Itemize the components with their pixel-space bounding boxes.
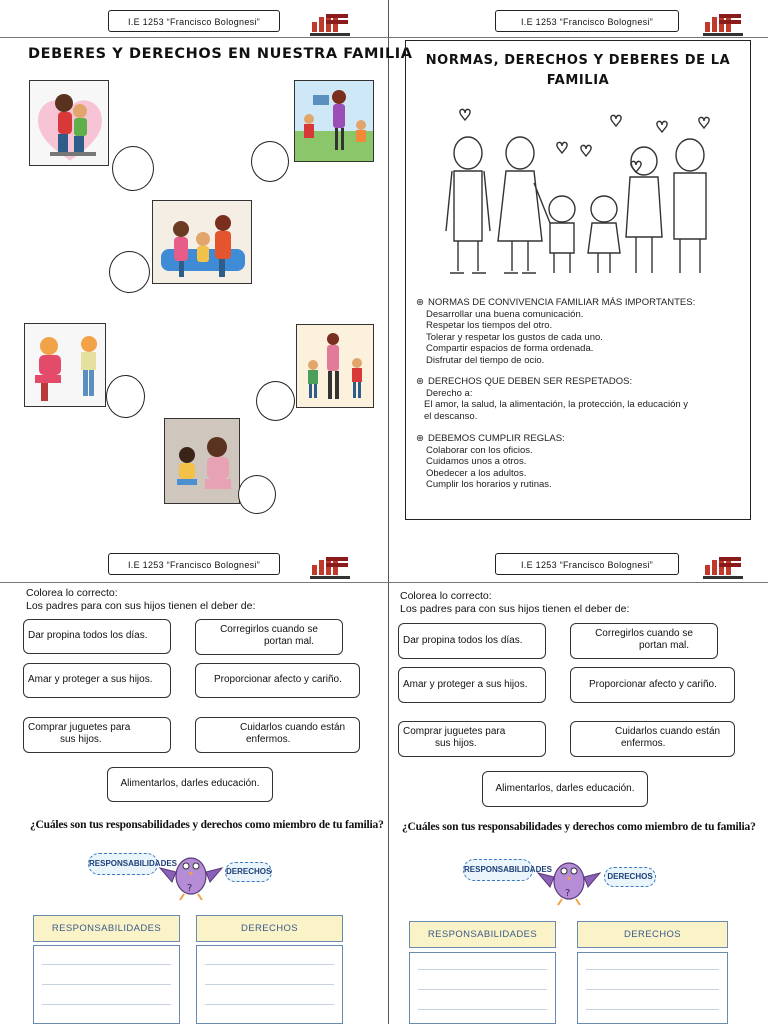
option-line: enfermos. <box>246 734 291 745</box>
bullet-icon: ⊛ <box>416 297 424 308</box>
option-line: portan mal. <box>638 640 690 651</box>
option-box[interactable] <box>195 619 343 655</box>
option-box[interactable] <box>570 623 718 659</box>
responsibilities-cloud: RESPONSABILIDADES <box>463 859 533 881</box>
bullet-icon: ⊛ <box>416 376 424 387</box>
answer-circle[interactable] <box>256 381 295 421</box>
list-item: Disfrutar del tiempo de ocio. <box>426 354 545 366</box>
family-question: ¿Cuáles son tus responsabilidades y derechos como miembro de tu familia? <box>402 821 756 833</box>
school-name-box: I.E 1253 “Francisco Bolognesi” <box>108 10 280 32</box>
option-line: sus hijos. <box>435 738 477 749</box>
list-item: El amor, la salud, la alimentación, la protección, la educación y <box>424 399 689 410</box>
bullet-icon: ⊛ <box>416 433 424 444</box>
rights-column-header: DERECHOS <box>577 921 728 948</box>
school-logo-icon <box>310 10 350 36</box>
rights-writing-area[interactable] <box>577 952 728 1024</box>
responsibilities-writing-area[interactable] <box>409 952 556 1024</box>
section-heading: NORMAS DE CONVIVENCIA FAMILIAR MÁS IMPORTANTES: <box>427 297 696 308</box>
option-box[interactable]: Amar y proteger a sus hijos. <box>23 663 171 698</box>
list-item: Colaborar con los oficios. <box>426 444 533 456</box>
answer-circle[interactable] <box>251 141 289 182</box>
bird-icon <box>536 851 602 907</box>
rights-cloud: DERECHOS <box>225 862 272 882</box>
option-line: portan mal. <box>263 636 315 647</box>
school-logo-icon <box>703 10 743 36</box>
option-box[interactable]: Proporcionar afecto y cariño. <box>195 663 360 698</box>
list-item: Compartir espacios de forma ordenada. <box>426 343 594 354</box>
option-box[interactable]: Alimentarlos, darles educación. <box>482 771 648 807</box>
list-item: Desarrollar una buena comunicación. <box>426 308 584 320</box>
school-name-box: I.E 1253 “Francisco Bolognesi” <box>108 553 280 575</box>
responsibilities-column-header: RESPONSABILIDADES <box>33 915 180 942</box>
answer-circle[interactable] <box>112 146 154 191</box>
school-logo-icon <box>703 553 743 579</box>
school-logo-icon <box>310 553 350 579</box>
option-line: Cuidarlos cuando están <box>240 722 346 733</box>
rights-writing-area[interactable] <box>196 945 343 1024</box>
list-item: Tolerar y respetar los gustos de cada uno. <box>426 331 603 343</box>
svg-text:?: ? <box>187 883 193 894</box>
page-title: DEBERES Y DERECHOS EN NUESTRA FAMILIA <box>28 46 413 62</box>
panel-title-line: FAMILIA <box>546 73 610 88</box>
option-box[interactable] <box>398 721 546 757</box>
mother-child-play-picture <box>164 418 240 504</box>
list-item: Cuidamos unos a otros. <box>426 456 527 467</box>
option-line: Corregirlos cuando se <box>595 628 693 639</box>
instruction-line: Colorea lo correcto: <box>26 587 118 599</box>
top-header-rule <box>0 37 768 38</box>
instructions <box>400 590 629 616</box>
duties-section <box>416 433 565 491</box>
school-name-box: I.E 1253 “Francisco Bolognesi” <box>495 10 679 32</box>
option-box[interactable] <box>23 717 171 753</box>
instruction-line: Los padres para con sus hijos tienen el deber de: <box>26 600 256 612</box>
rights-section <box>416 376 688 422</box>
family-line-drawing <box>436 103 726 283</box>
option-box[interactable]: Dar propina todos los días. <box>23 619 171 654</box>
list-item: el descanso. <box>424 410 478 422</box>
responsibilities-column-header: RESPONSABILIDADES <box>409 921 556 948</box>
rights-column-header: DERECHOS <box>196 915 343 942</box>
family-question: ¿Cuáles son tus responsabilidades y derechos como miembro de tu familia? <box>30 819 384 831</box>
bottom-header-rule <box>0 582 768 583</box>
instructions <box>26 587 255 613</box>
panel-title-line: NORMAS, DERECHOS Y DEBERES DE LA <box>425 53 731 68</box>
list-item: Respetar los tiempos del otro. <box>426 320 553 331</box>
list-item: Obedecer a los adultos. <box>426 467 527 479</box>
instruction-line: Los padres para con sus hijos tienen el deber de: <box>400 603 630 615</box>
rights-cloud: DERECHOS <box>604 867 656 887</box>
option-line: Cuidarlos cuando están <box>615 726 721 737</box>
mother-children-walk-picture <box>296 324 374 408</box>
norms-section <box>416 297 695 366</box>
option-line: Corregirlos cuando se <box>220 624 318 635</box>
family-outdoor-picture <box>294 80 374 162</box>
option-box[interactable]: Amar y proteger a sus hijos. <box>398 667 546 703</box>
option-line: Comprar juguetes para <box>403 726 506 737</box>
answer-circle[interactable] <box>106 375 145 418</box>
school-name-box: I.E 1253 “Francisco Bolognesi” <box>495 553 679 575</box>
option-line: Comprar juguetes para <box>28 722 131 733</box>
option-box[interactable]: Dar propina todos los días. <box>398 623 546 659</box>
list-item: Cumplir los horarios y rutinas. <box>426 479 552 490</box>
mother-silence-picture <box>24 323 106 407</box>
panel-title <box>406 51 750 91</box>
instruction-line: Colorea lo correcto: <box>400 590 492 602</box>
option-box[interactable]: Alimentarlos, darles educación. <box>107 767 273 802</box>
responsibilities-writing-area[interactable] <box>33 945 180 1024</box>
bird-icon <box>158 846 224 902</box>
option-box[interactable]: Proporcionar afecto y cariño. <box>570 667 735 703</box>
answer-circle[interactable] <box>109 251 150 293</box>
option-box[interactable] <box>570 721 735 757</box>
section-heading: DERECHOS QUE DEBEN SER RESPETADOS: <box>427 376 633 387</box>
answer-circle[interactable] <box>238 475 276 514</box>
center-divider <box>388 0 389 1024</box>
list-item: Derecho a: <box>426 387 473 399</box>
family-hug-picture <box>29 80 109 166</box>
option-line: enfermos. <box>621 738 666 749</box>
option-line: sus hijos. <box>60 734 102 745</box>
family-sofa-picture <box>152 200 252 284</box>
responsibilities-cloud: RESPONSABILIDADES <box>88 853 158 875</box>
section-heading: DEBEMOS CUMPLIR REGLAS: <box>427 433 565 444</box>
option-box[interactable] <box>195 717 360 753</box>
svg-text:?: ? <box>565 888 571 899</box>
